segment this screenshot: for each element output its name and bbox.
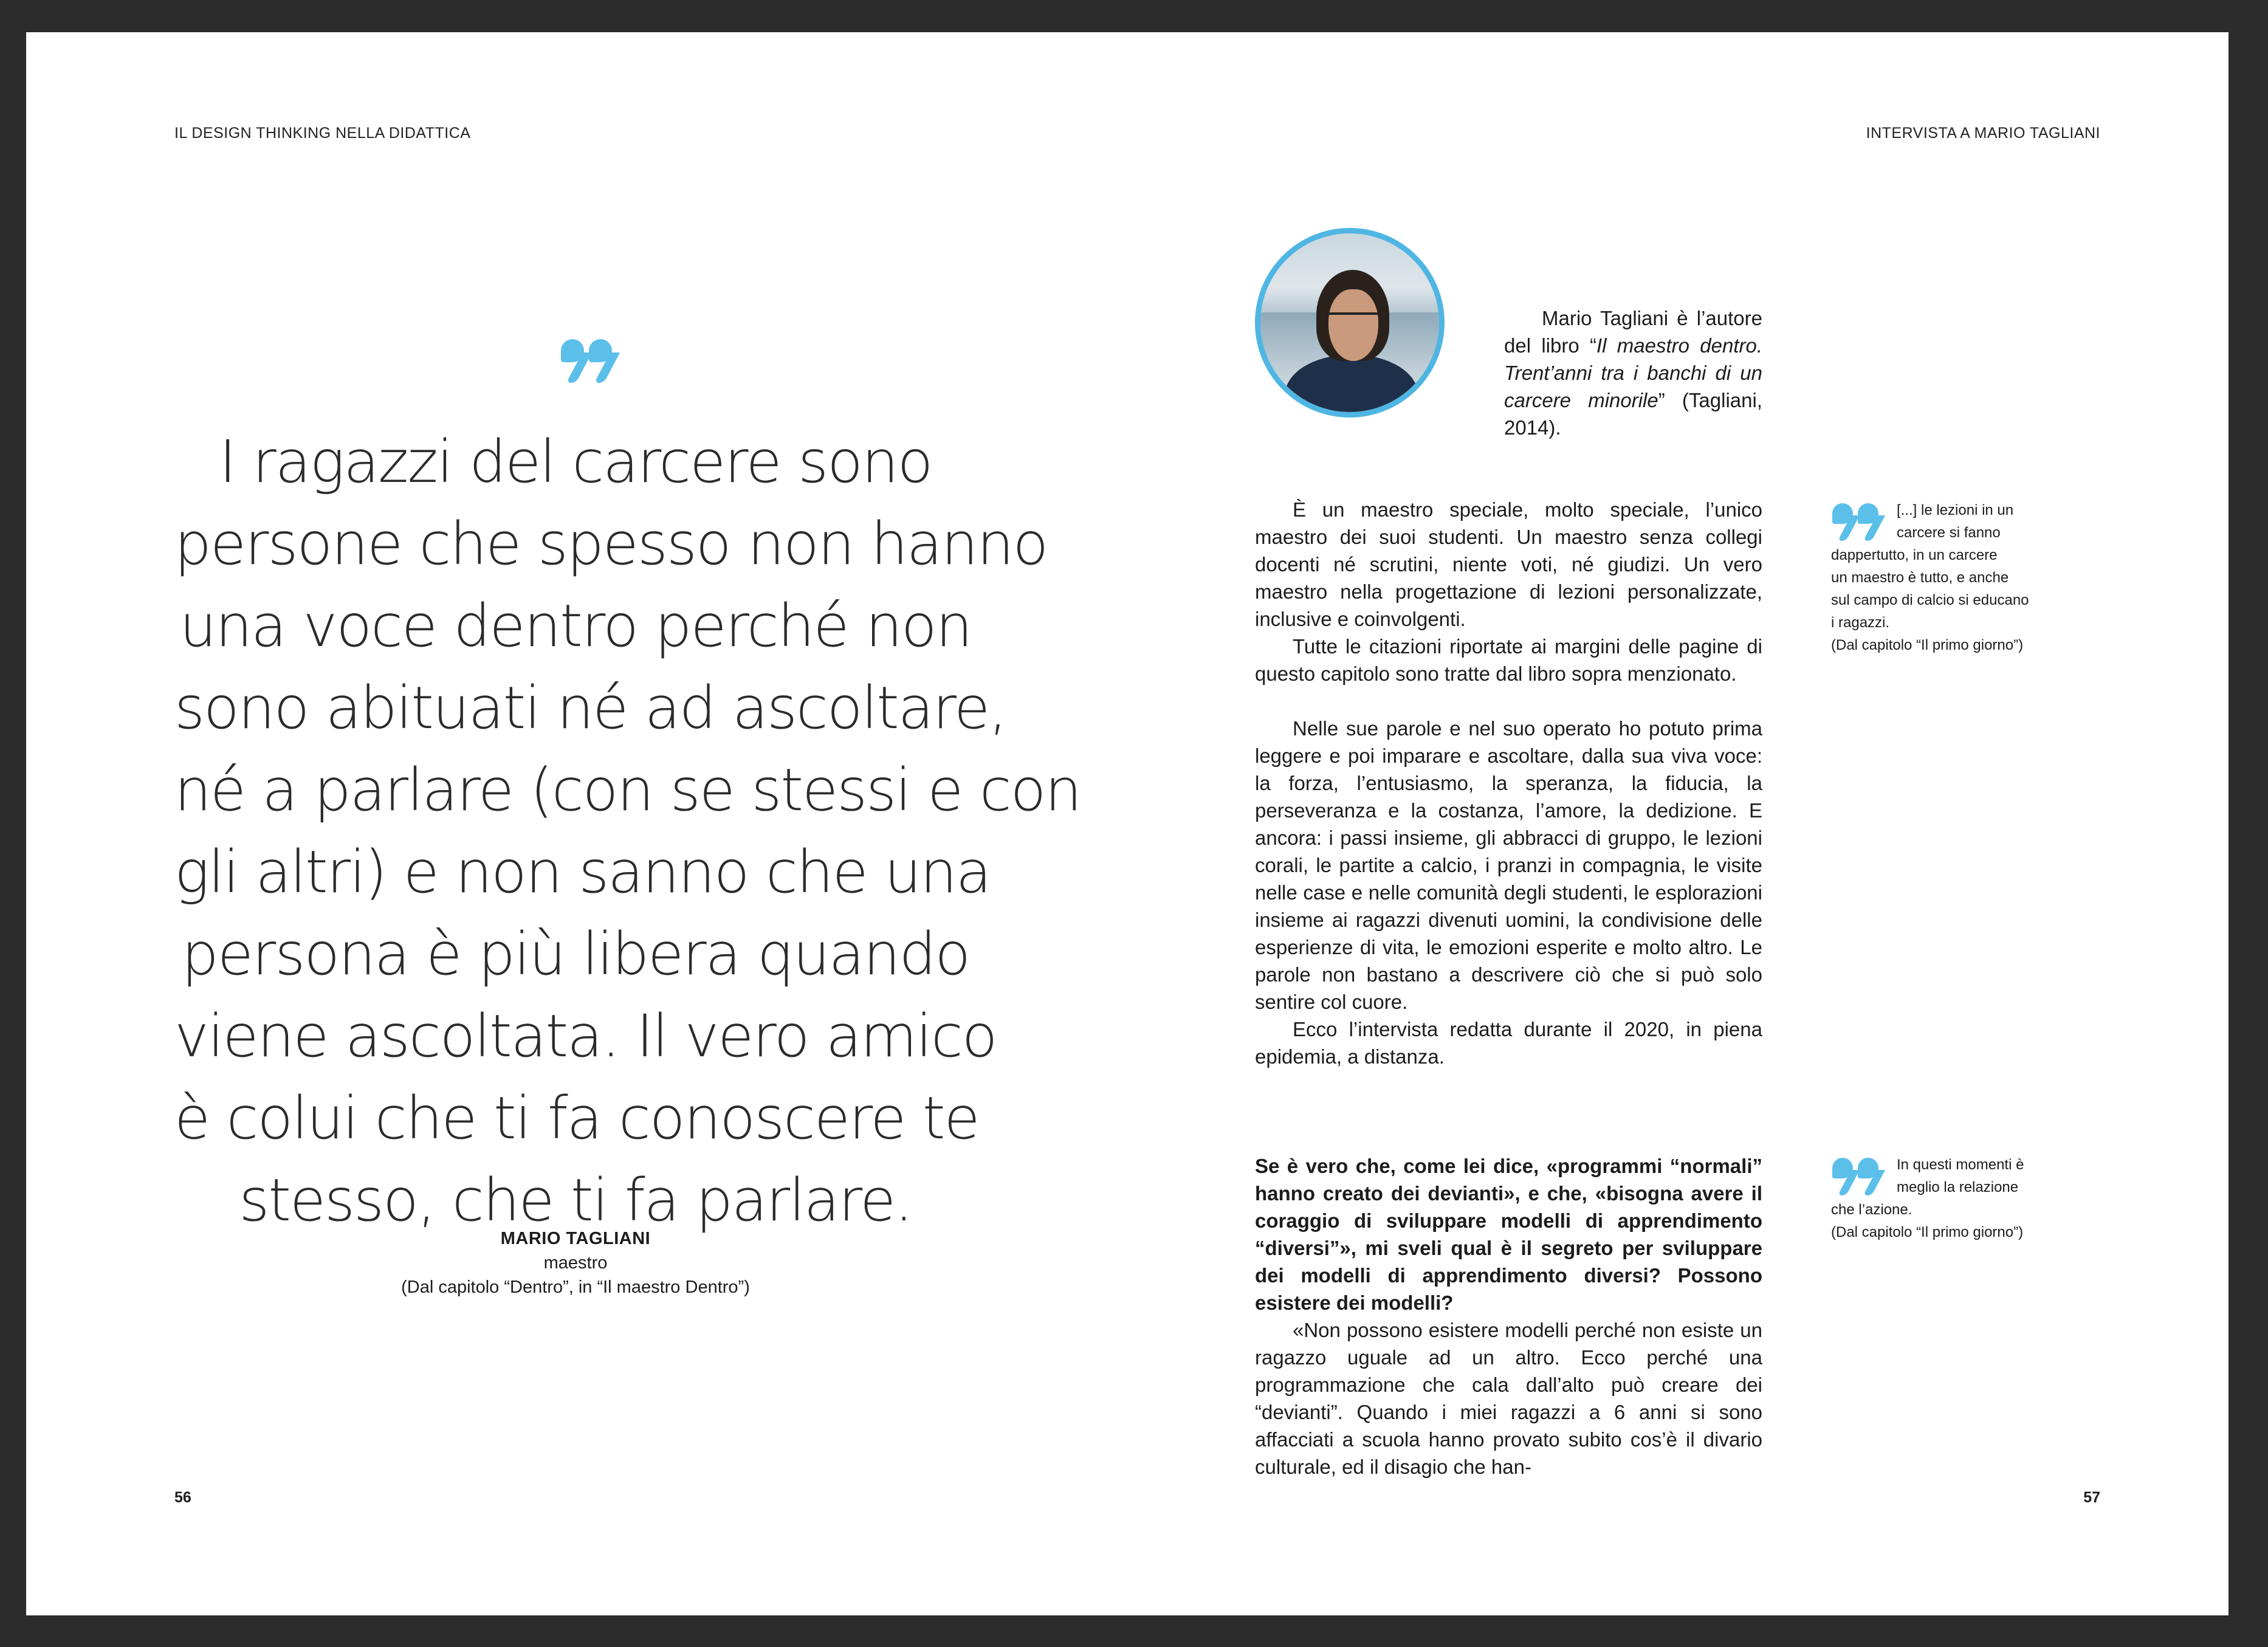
attribution-source: (Dal capitolo “Dentro”, in “Il maestro Dentro”) <box>401 1277 750 1297</box>
margin-quote-line: che l’azione. <box>1831 1202 1912 1218</box>
pull-quote-line: stesso, che ti fa parlare. <box>239 1166 912 1234</box>
attribution-role: maestro <box>543 1253 608 1273</box>
pull-quote <box>174 421 1081 1242</box>
author-portrait <box>1255 228 1445 418</box>
page-number-left: 56 <box>174 1489 191 1506</box>
margin-quote <box>1831 499 2056 656</box>
left-page <box>26 32 1127 1615</box>
margin-quote-line: sul campo di calcio si educano <box>1831 592 2029 608</box>
body-paragraph: Tutte le citazioni riportate ai margini delle pagine di questo capitolo sono tratte dal libro sopra menzionato. <box>1255 635 1762 685</box>
pull-quote-line: una voce dentro perché non <box>179 592 972 660</box>
margin-quote-line: i ragazzi. <box>1831 614 1890 631</box>
portrait-photo <box>1260 233 1439 412</box>
margin-quote-source: (Dal capitolo “Il primo giorno”) <box>1831 637 2024 653</box>
margin-quote-source: (Dal capitolo “Il primo giorno”) <box>1831 1224 2024 1240</box>
pull-quote-line: persona è più libera quando <box>181 920 970 988</box>
quote-attribution <box>174 1226 977 1299</box>
pull-quote-line: è colui che ti fa conoscere te <box>174 1084 979 1152</box>
author-note-suffix: ” (Tagliani, 2014). <box>1504 389 1762 439</box>
quote-mark-icon <box>561 339 613 388</box>
pull-quote-line: persone che spesso non hanno <box>174 510 1048 578</box>
running-head-right: INTERVISTA A MARIO TAGLIANI <box>1866 125 2100 142</box>
running-head-left: IL DESIGN THINKING NELLA DIDATTICA <box>174 125 471 142</box>
author-note-prefix: Mario Tagliani è l’autore del libro “ <box>1504 307 1762 357</box>
pull-quote-line: I ragazzi del carcere sono <box>219 428 932 496</box>
pull-quote-line: gli altri) e non sanno che una <box>174 838 991 906</box>
margin-quote-line: un maestro è tutto, e anche <box>1831 569 2009 586</box>
pull-quote-line: sono abituati né ad ascoltare, <box>174 674 1006 742</box>
pull-quote-line: viene ascoltata. Il vero amico <box>174 1002 997 1070</box>
attribution-name: MARIO TAGLIANI <box>500 1229 651 1248</box>
book-spread <box>26 32 2228 1615</box>
page-number-right: 57 <box>2083 1489 2100 1506</box>
margin-quote-line: [...] le lezioni in un <box>1897 502 2014 518</box>
book-title: Il maestro dentro. Trent’anni tra i banchi di un carcere minorile <box>1504 334 1762 411</box>
body-paragraph: Nelle sue parole e nel suo operato ho potuto prima leggere e poi imparare e ascoltare, dalla sua viva voce: la forza, l’entusiasmo, la speranza, la fiducia, la perseveranza e la costanza, l’amore, la dedizione. E ancora: i passi insieme, gli abbracci di gruppo, le lezioni corali, le partite a calcio, i pranzi in compagnia, le visite nelle case e nelle comunità degli studenti, le esplorazioni insieme ai ragazzi divenuti uomini, la condivisione delle esperienze di vita, le emozioni esperite e molto altro. Le parole non bastano a descrivere ciò che si può solo sentire col cuore. <box>1255 717 1762 1013</box>
margin-quote-line: dappertutto, in un carcere <box>1831 547 1998 563</box>
body-paragraph: È un maestro speciale, molto speciale, l’unico maestro dei suoi studenti. Un maestro senza collegi docenti né scrutini, niente voti, né giudizi. Un vero maestro nella progettazione di lezioni personalizzate, inclusive e coinvolgenti. <box>1255 498 1762 630</box>
pull-quote-line: né a parlare (con se stessi e con <box>174 756 1081 824</box>
interview-answer: «Non possono esistere modelli perché non esiste un ragazzo uguale ad un altro. Ecco perché una programmazione che cala dall’alto può creare dei “devianti”. Quando i miei ragazzi a 6 anni si sono affacciati a scuola hanno provato subito cos’è il divario culturale, ed il disagio che han- <box>1255 1319 1762 1478</box>
interview-question: Se è vero che, come lei dice, «programmi “normali” hanno creato dei devianti», e che, «bisogna avere il coraggio di sviluppare modelli di apprendimento “diversi”», mi sveli qual è il segreto per sviluppare dei modelli di apprendimento diversi? Possono esistere dei modelli? <box>1255 1155 1762 1314</box>
margin-quote-line: carcere si fanno <box>1897 524 2001 541</box>
margin-quote-line: In questi momenti è <box>1897 1157 2024 1173</box>
body-paragraph: Ecco l’intervista redatta durante il 2020, in piena epidemia, a distanza. <box>1255 1018 1762 1068</box>
author-note <box>1504 304 1762 441</box>
margin-quote <box>1831 1154 2056 1243</box>
right-page <box>1127 32 2228 1615</box>
margin-quote-line: meglio la relazione <box>1897 1179 2019 1195</box>
